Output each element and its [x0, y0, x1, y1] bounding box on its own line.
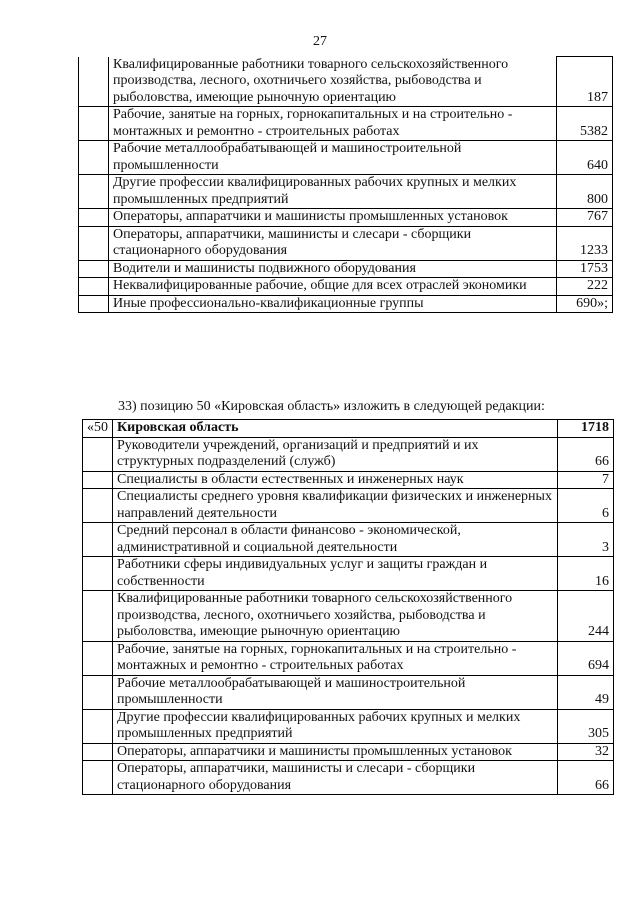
occupation-count: 767: [557, 209, 613, 227]
table-row: [83, 675, 614, 709]
occupation-name: Рабочие металлообрабатывающей и машиностроительной промышленности: [113, 675, 558, 709]
occupation-name: Работники сферы индивидуальных услуг и защиты граждан и собственности: [113, 557, 558, 591]
row-number-cell: [79, 107, 109, 141]
table-row: [83, 557, 614, 591]
row-number-cell: [83, 437, 113, 471]
table-row: [83, 591, 614, 642]
page-number: 27: [313, 34, 327, 49]
occupation-name: Квалифицированные работники товарного сельскохозяйственного производства, лесного, охотничьего хозяйства, рыбоводства и рыболовства, имеющие рыночную ориентацию: [109, 57, 557, 107]
table-row: [83, 641, 614, 675]
table-row: [79, 209, 613, 227]
occupation-name: Неквалифицированные рабочие, общие для всех отраслей экономики: [109, 278, 557, 296]
row-number-cell: [79, 295, 109, 313]
occupation-count: 49: [558, 675, 614, 709]
occupation-count: 694: [558, 641, 614, 675]
table-row: [79, 107, 613, 141]
occupation-count: 7: [558, 471, 614, 489]
occupation-name: Другие профессии квалифицированных рабочих крупных и мелких промышленных предприятий: [113, 709, 558, 743]
occupation-count: 1233: [557, 226, 613, 260]
occupation-count: 640: [557, 141, 613, 175]
table-row: [79, 226, 613, 260]
occupation-count: 6: [558, 489, 614, 523]
occupation-count: 305: [558, 709, 614, 743]
row-number-cell: [79, 209, 109, 227]
occupation-name: Средний персонал в области финансово - экономической, административной и социальной деятельности: [113, 523, 558, 557]
table-row: [79, 278, 613, 296]
occupation-count: 66: [558, 437, 614, 471]
occupation-count: 690»;: [557, 295, 613, 313]
table-row: [83, 523, 614, 557]
occupation-name: Рабочие, занятые на горных, горнокапитальных и на строительно - монтажных и ремонтно - строительных работах: [113, 641, 558, 675]
table-row: [83, 489, 614, 523]
row-number-cell: [79, 278, 109, 296]
row-number-cell: [79, 260, 109, 278]
table-row: [79, 57, 613, 107]
amendment-instruction: 33) позицию 50 «Кировская область» изложить в следующей редакции:: [118, 399, 545, 414]
occupation-count: 244: [558, 591, 614, 642]
table-row: [83, 743, 614, 761]
occupation-name: Операторы, аппаратчики и машинисты промышленных установок: [109, 209, 557, 227]
table-kirov-region: [82, 419, 614, 795]
occupation-name: Другие профессии квалифицированных рабочих крупных и мелких промышленных предприятий: [109, 175, 557, 209]
row-number-cell: [83, 675, 113, 709]
occupation-name: Водители и машинисты подвижного оборудования: [109, 260, 557, 278]
occupation-count: 32: [558, 743, 614, 761]
row-number-cell: [83, 489, 113, 523]
row-number-cell: [83, 709, 113, 743]
occupation-name: Квалифицированные работники товарного сельскохозяйственного производства, лесного, охотничьего хозяйства, рыбоводства и рыболовства, имеющие рыночную ориентацию: [113, 591, 558, 642]
table-row: [83, 471, 614, 489]
row-number-cell: [83, 761, 113, 795]
region-name: Кировская область: [113, 420, 558, 438]
table-row: [83, 437, 614, 471]
occupation-name: Специалисты в области естественных и инженерных наук: [113, 471, 558, 489]
row-number-cell: [79, 175, 109, 209]
row-number-cell: [83, 641, 113, 675]
row-number-cell: [79, 226, 109, 260]
region-total: 1718: [558, 420, 614, 438]
occupation-count: 187: [557, 57, 613, 107]
row-number-cell: [83, 523, 113, 557]
occupation-count: 3: [558, 523, 614, 557]
occupation-name: Операторы, аппаратчики, машинисты и слесари - сборщики стационарного оборудования: [113, 761, 558, 795]
occupation-name: Рабочие, занятые на горных, горнокапитальных и на строительно - монтажных и ремонтно - строительных работах: [109, 107, 557, 141]
occupation-count: 800: [557, 175, 613, 209]
occupation-count: 222: [557, 278, 613, 296]
position-number: «50: [83, 420, 113, 438]
row-number-cell: [79, 57, 109, 107]
table-row: [83, 709, 614, 743]
occupation-name: Иные профессионально-квалификационные группы: [109, 295, 557, 313]
occupation-name: Операторы, аппаратчики, машинисты и слесари - сборщики стационарного оборудования: [109, 226, 557, 260]
occupation-name: Специалисты среднего уровня квалификации физических и инженерных направлений деятельности: [113, 489, 558, 523]
table-row: [83, 761, 614, 795]
occupation-count: 5382: [557, 107, 613, 141]
occupation-count: 16: [558, 557, 614, 591]
table-row: [79, 141, 613, 175]
occupation-count: 66: [558, 761, 614, 795]
table-row: [79, 295, 613, 313]
table-row: [79, 260, 613, 278]
occupation-count: 1753: [557, 260, 613, 278]
table-row: [79, 175, 613, 209]
row-number-cell: [83, 591, 113, 642]
occupation-name: Операторы, аппаратчики и машинисты промышленных установок: [113, 743, 558, 761]
occupation-name: Рабочие металлообрабатывающей и машиностроительной промышленности: [109, 141, 557, 175]
occupation-name: Руководители учреждений, организаций и предприятий и их структурных подразделений (служб): [113, 437, 558, 471]
row-number-cell: [83, 743, 113, 761]
table-header-row: [83, 420, 614, 438]
row-number-cell: [83, 557, 113, 591]
table-continuation: [78, 56, 613, 313]
row-number-cell: [79, 141, 109, 175]
row-number-cell: [83, 471, 113, 489]
